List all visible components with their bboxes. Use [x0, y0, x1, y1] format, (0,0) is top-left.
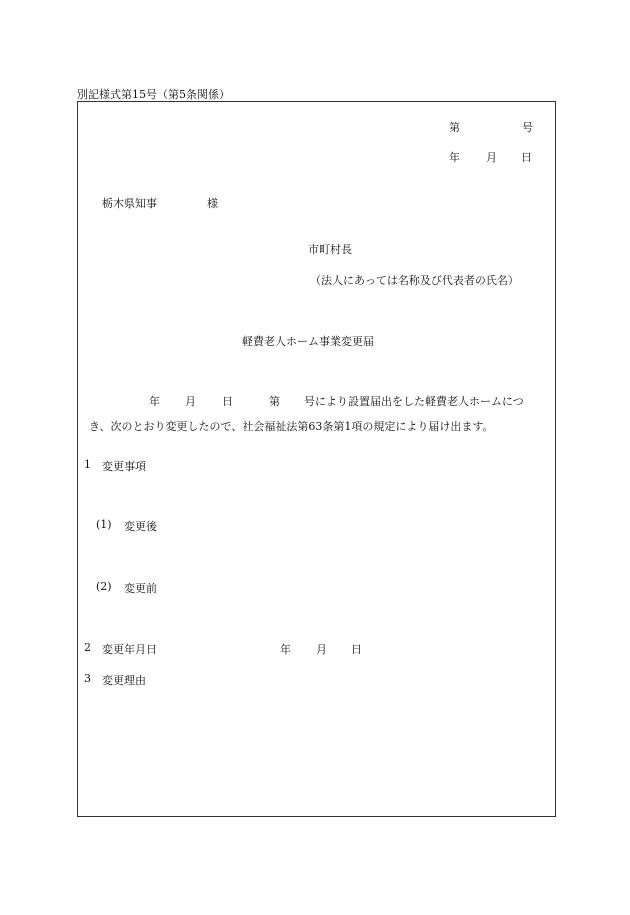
sub2-label: 変更前	[124, 582, 157, 595]
sender-note: （法人にあっては名称及び代表者の氏名）	[310, 274, 519, 287]
item3-label: 変更理由	[102, 674, 146, 687]
item1-number: 1	[84, 458, 91, 471]
item3-number: 3	[84, 672, 91, 685]
number-go: 号	[522, 121, 533, 134]
item1-label: 変更事項	[102, 460, 146, 473]
sub1-label: 変更後	[124, 520, 157, 533]
body-line1-rest: 号により設置届出をした軽費老人ホームにつ	[304, 395, 524, 408]
item2-day: 日	[351, 643, 362, 656]
body-year: 年	[149, 395, 160, 408]
date-month: 月	[486, 151, 497, 164]
item2-label: 変更年月日	[102, 643, 157, 656]
form-label: 別記様式第15号（第5条関係）	[77, 88, 230, 101]
sub2-number: (2)	[96, 580, 112, 593]
date-day: 日	[521, 151, 532, 164]
body-month: 月	[185, 395, 196, 408]
sender-title: 市町村長	[308, 243, 352, 256]
item2-year: 年	[280, 643, 291, 656]
item2-month: 月	[316, 643, 327, 656]
item2-number: 2	[84, 641, 91, 654]
number-dai: 第	[449, 121, 460, 134]
document-title: 軽費老人ホーム事業変更届	[242, 335, 374, 348]
addressee-name: 栃木県知事	[102, 197, 157, 210]
body-dai: 第	[269, 395, 280, 408]
sub1-number: (1)	[96, 518, 112, 531]
body-day: 日	[222, 395, 233, 408]
body-line2: き、次のとおり変更したので、社会福祉法第63条第1項の規定により届け出ます。	[89, 420, 494, 433]
date-year: 年	[449, 151, 460, 164]
addressee-sama: 様	[207, 197, 218, 210]
